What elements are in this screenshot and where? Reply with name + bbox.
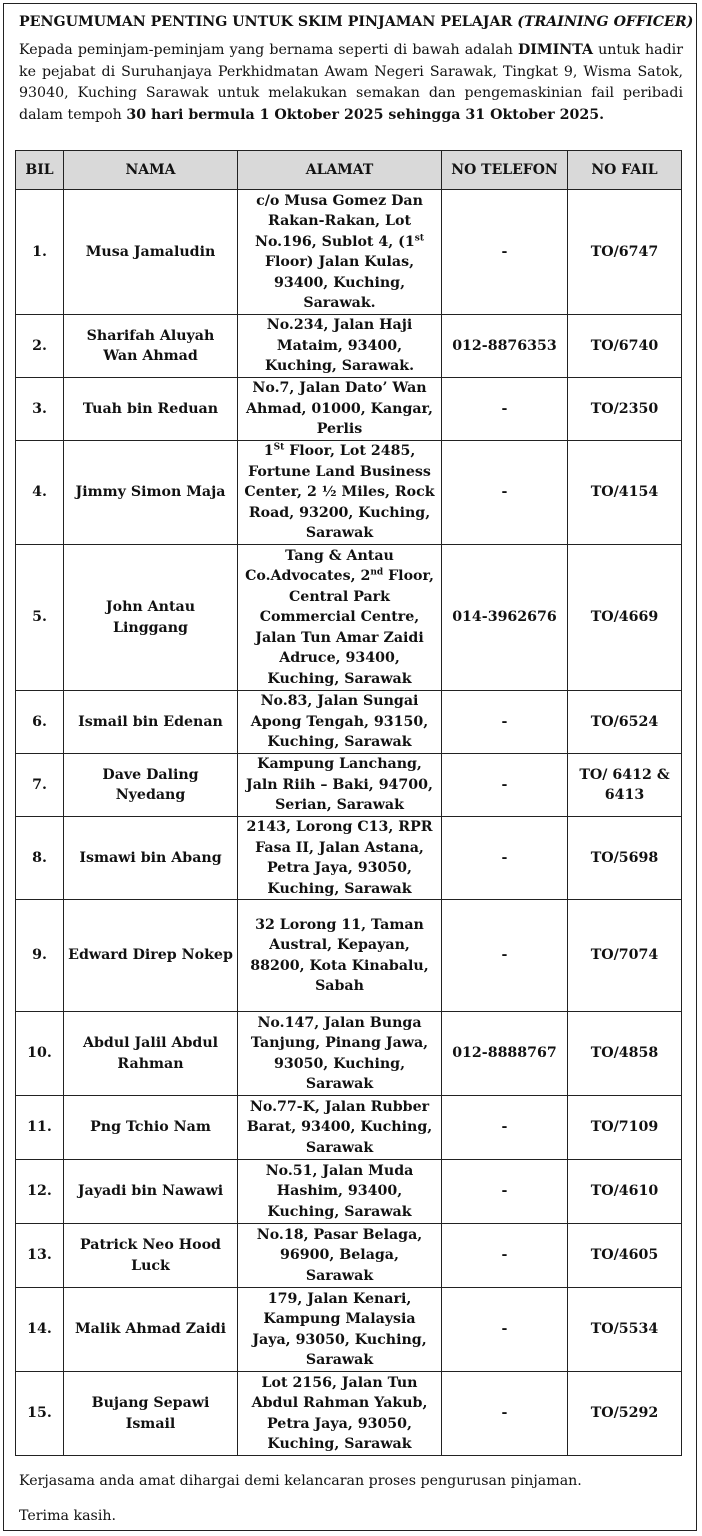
- table-row: [16, 817, 682, 900]
- cell-fail: TO/5534: [568, 1288, 682, 1372]
- table-row: [16, 754, 682, 817]
- cell-fail: TO/6524: [568, 691, 682, 754]
- cell-nama: Malik Ahmad Zaidi: [64, 1288, 238, 1372]
- cell-fail: TO/4669: [568, 545, 682, 691]
- cell-bil: 12.: [16, 1160, 64, 1224]
- cell-telefon: 012-8876353: [442, 315, 568, 378]
- cell-nama: Dave Daling Nyedang: [64, 754, 238, 817]
- cell-alamat: Kampung Lanchang, Jaln Riih – Baki, 94700, Serian, Sarawak: [238, 754, 442, 817]
- cell-nama: John Antau Linggang: [64, 545, 238, 691]
- cell-telefon: -: [442, 900, 568, 1012]
- cell-fail: TO/ 6412 & 6413: [568, 754, 682, 817]
- table-row: [16, 441, 682, 545]
- cell-fail: TO/2350: [568, 378, 682, 441]
- cell-telefon: 014-3962676: [442, 545, 568, 691]
- cell-alamat: 2143, Lorong C13, RPR Fasa II, Jalan Astana, Petra Jaya, 93050, Kuching, Sarawak: [238, 817, 442, 900]
- cell-alamat: 32 Lorong 11, Taman Austral, Kepayan, 88200, Kota Kinabalu, Sabah: [238, 900, 442, 1012]
- cell-bil: 4.: [16, 441, 64, 545]
- cell-nama: Png Tchio Nam: [64, 1096, 238, 1160]
- intro-paragraph: Kepada peminjam-peminjam yang bernama seperti di bawah adalah DIMINTA untuk hadir ke pejabat di Suruhanjaya Perkhidmatan Awam Negeri Sarawak, Tingkat 9, Wisma Satok, 93040, Kuching Sarawak untuk melakukan semakan dan pengemaskinian fail peribadi dalam tempoh 30 hari bermula 1 Oktober 2025 sehingga 31 Oktober 2025.: [19, 42, 683, 123]
- cell-alamat: 1St Floor, Lot 2485, Fortune Land Business Center, 2 ½ Miles, Rock Road, 93200, Kuching, Sarawak: [238, 441, 442, 545]
- table-row: [16, 1160, 682, 1224]
- cell-nama: Jimmy Simon Maja: [64, 441, 238, 545]
- footer-thanks-note: Kerjasama anda amat dihargai demi kelancaran proses pengurusan pinjaman.: [19, 1473, 582, 1489]
- table-row: [16, 1012, 682, 1096]
- table-row: [16, 1096, 682, 1160]
- cell-telefon: -: [442, 441, 568, 545]
- cell-bil: 14.: [16, 1288, 64, 1372]
- cell-telefon: -: [442, 1160, 568, 1224]
- table-row: [16, 545, 682, 691]
- cell-telefon: -: [442, 1224, 568, 1288]
- cell-nama: Sharifah Aluyah Wan Ahmad: [64, 315, 238, 378]
- header-nama: NAMA: [64, 151, 238, 190]
- cell-bil: 13.: [16, 1224, 64, 1288]
- cell-alamat: No.234, Jalan Haji Mataim, 93400, Kuching, Sarawak.: [238, 315, 442, 378]
- cell-alamat: c/o Musa Gomez Dan Rakan-Rakan, Lot No.196, Sublot 4, (1st Floor) Jalan Kulas, 93400, Kuching, Sarawak.: [238, 190, 442, 315]
- cell-fail: TO/6747: [568, 190, 682, 315]
- cell-nama: Musa Jamaludin: [64, 190, 238, 315]
- footer-closing: Terima kasih.: [19, 1508, 117, 1524]
- cell-nama: Abdul Jalil Abdul Rahman: [64, 1012, 238, 1096]
- table-row: [16, 315, 682, 378]
- table-row: [16, 691, 682, 754]
- cell-nama: Ismail bin Edenan: [64, 691, 238, 754]
- table-header-row: [16, 151, 682, 190]
- header-bil: BIL: [16, 151, 64, 190]
- cell-telefon: -: [442, 190, 568, 315]
- cell-alamat: No.77-K, Jalan Rubber Barat, 93400, Kuching, Sarawak: [238, 1096, 442, 1160]
- table-row: [16, 378, 682, 441]
- cell-telefon: -: [442, 691, 568, 754]
- header-telefon: NO TELEFON: [442, 151, 568, 190]
- table-row: [16, 1288, 682, 1372]
- table-row: [16, 1372, 682, 1456]
- cell-bil: 5.: [16, 545, 64, 691]
- cell-alamat: Lot 2156, Jalan Tun Abdul Rahman Yakub, Petra Jaya, 93050, Kuching, Sarawak: [238, 1372, 442, 1456]
- cell-telefon: -: [442, 817, 568, 900]
- table-row: [16, 900, 682, 1012]
- cell-alamat: No.18, Pasar Belaga, 96900, Belaga, Sarawak: [238, 1224, 442, 1288]
- cell-fail: TO/7109: [568, 1096, 682, 1160]
- cell-telefon: -: [442, 1372, 568, 1456]
- cell-alamat: No.51, Jalan Muda Hashim, 93400, Kuching, Sarawak: [238, 1160, 442, 1224]
- cell-nama: Jayadi bin Nawawi: [64, 1160, 238, 1224]
- cell-nama: Ismawi bin Abang: [64, 817, 238, 900]
- cell-telefon: -: [442, 754, 568, 817]
- cell-telefon: -: [442, 378, 568, 441]
- notice-title: PENGUMUMAN PENTING UNTUK SKIM PINJAMAN PELAJAR (TRAINING OFFICER): [19, 14, 694, 30]
- cell-fail: TO/5292: [568, 1372, 682, 1456]
- cell-fail: TO/7074: [568, 900, 682, 1012]
- header-alamat: ALAMAT: [238, 151, 442, 190]
- cell-bil: 2.: [16, 315, 64, 378]
- cell-bil: 7.: [16, 754, 64, 817]
- cell-nama: Tuah bin Reduan: [64, 378, 238, 441]
- cell-bil: 6.: [16, 691, 64, 754]
- cell-fail: TO/4154: [568, 441, 682, 545]
- table-row: [16, 1224, 682, 1288]
- cell-fail: TO/5698: [568, 817, 682, 900]
- cell-alamat: No.147, Jalan Bunga Tanjung, Pinang Jawa, 93050, Kuching, Sarawak: [238, 1012, 442, 1096]
- cell-alamat: No.7, Jalan Dato’ Wan Ahmad, 01000, Kangar, Perlis: [238, 378, 442, 441]
- cell-telefon: -: [442, 1288, 568, 1372]
- cell-bil: 1.: [16, 190, 64, 315]
- cell-nama: Bujang Sepawi Ismail: [64, 1372, 238, 1456]
- cell-alamat: No.83, Jalan Sungai Apong Tengah, 93150, Kuching, Sarawak: [238, 691, 442, 754]
- cell-fail: TO/4605: [568, 1224, 682, 1288]
- cell-telefon: -: [442, 1096, 568, 1160]
- cell-nama: Edward Direp Nokep: [64, 900, 238, 1012]
- cell-bil: 15.: [16, 1372, 64, 1456]
- cell-bil: 11.: [16, 1096, 64, 1160]
- borrower-table: [15, 150, 682, 1456]
- cell-bil: 9.: [16, 900, 64, 1012]
- cell-fail: TO/4610: [568, 1160, 682, 1224]
- cell-bil: 3.: [16, 378, 64, 441]
- table-row: [16, 190, 682, 315]
- cell-nama: Patrick Neo Hood Luck: [64, 1224, 238, 1288]
- cell-alamat: 179, Jalan Kenari, Kampung Malaysia Jaya, 93050, Kuching, Sarawak: [238, 1288, 442, 1372]
- cell-alamat: Tang & Antau Co.Advocates, 2nd Floor, Central Park Commercial Centre, Jalan Tun Amar Zaidi Adruce, 93400, Kuching, Sarawak: [238, 545, 442, 691]
- cell-fail: TO/6740: [568, 315, 682, 378]
- cell-fail: TO/4858: [568, 1012, 682, 1096]
- header-fail: NO FAIL: [568, 151, 682, 190]
- cell-bil: 10.: [16, 1012, 64, 1096]
- cell-bil: 8.: [16, 817, 64, 900]
- cell-telefon: 012-8888767: [442, 1012, 568, 1096]
